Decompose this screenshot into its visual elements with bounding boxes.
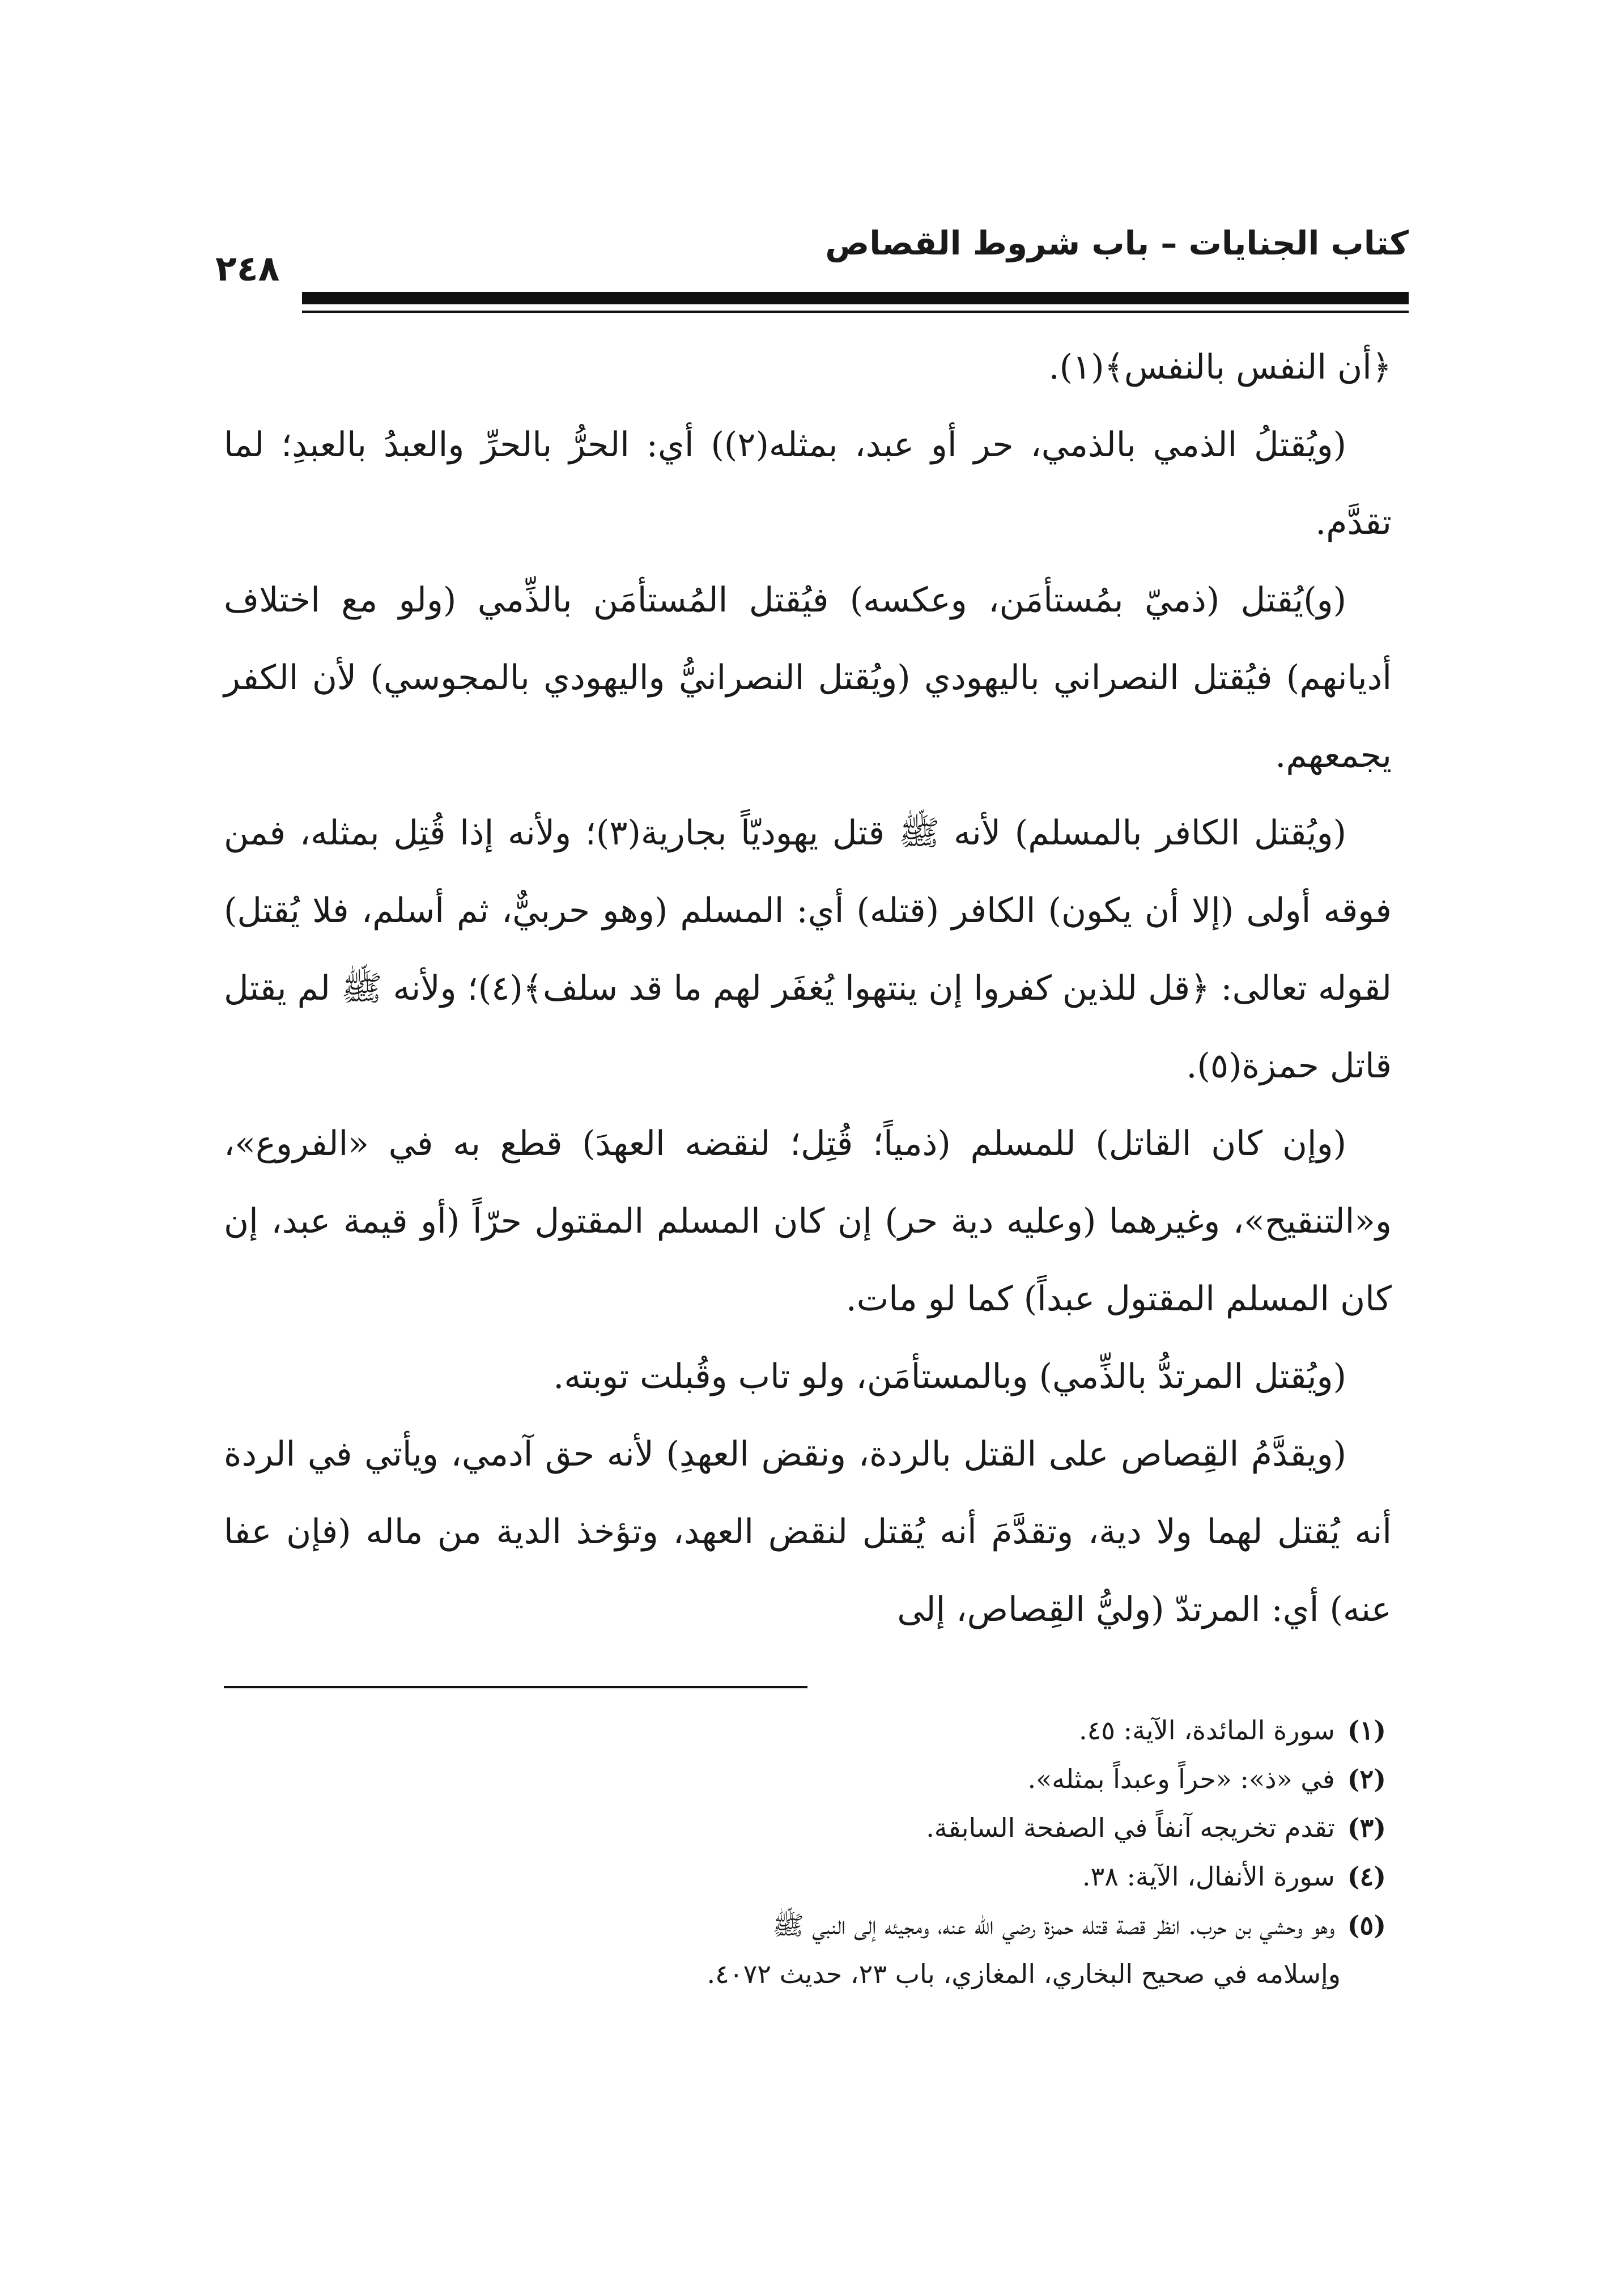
footnote: [224, 1706, 1386, 1755]
footnote-text: سورة الأنفال، الآية: ٣٨.: [1082, 1861, 1335, 1892]
footnote-text: وهو وحشي بن حرب. انظر قصة قتله حمزة رضي الله عنه، ومجيئه إلى النبي ﷺ: [772, 1910, 1335, 1940]
paragraph: (وإن كان القاتل) للمسلم (ذمياً؛ قُتِل؛ لنقضه العهدَ) قطع به في «الفروع»، و«التنقيح»، وغيرهما (وعليه دية حر) إن كان المسلم المقتول حرّاً (أو قيمة عبد، إن كان المسلم المقتول عبداً) كما لو مات.: [224, 1124, 1392, 1319]
footnote-number: (١): [1347, 1715, 1386, 1746]
footnote: [224, 1755, 1386, 1803]
page-number: ٢٤٨: [215, 248, 280, 289]
header-rule-thick: [302, 292, 1409, 304]
paragraph: (ويقدَّمُ القِصاص على القتل بالردة، ونقض العهدِ) لأنه حق آدمي، ويأتي في الردة أنه يُقتل لهما ولا دية، وتقدَّمَ أنه يُقتل لنقض العهد، وتؤخذ الدية من ماله (فإن عفا عنه) أي: المرتدّ (وليُّ القِصاص، إلى: [224, 1434, 1392, 1629]
footnote-text: سورة المائدة، الآية: ٤٥.: [1078, 1715, 1335, 1746]
paragraph: (و)يُقتل (ذميّ بمُستأمَن، وعكسه) فيُقتل المُستأمَن بالذِّمي (ولو مع اختلاف أديانهم) فيُقتل النصراني باليهودي (ويُقتل النصرانيُّ واليهودي بالمجوسي) لأن الكفر يجمعهم.: [224, 580, 1392, 775]
paragraph: ﴿أن النفس بالنفس﴾(١).: [1048, 347, 1392, 387]
header-rule-thin: [302, 311, 1409, 313]
paragraph: (ويُقتل الكافر بالمسلم) لأنه ﷺ قتل يهوديّاً بجارية(٣)؛ ولأنه إذا قُتِل بمثله، فمن فوقه أولى (إلا أن يكون) الكافر (قتله) أي: المسلم (وهو حربيٌّ، ثم أسلم، فلا يُقتل) لقوله تعالى: ﴿قل للذين كفروا إن ينتهوا يُغفَر لهم ما قد سلف﴾(٤)؛ ولأنه ﷺ لم يقتل قاتل حمزة(٥).: [224, 813, 1392, 1086]
main-text: [224, 329, 1392, 1649]
footnote-text: تقدم تخريجه آنفاً في الصفحة السابقة.: [926, 1812, 1335, 1843]
running-header: [215, 224, 1409, 292]
footnote: [224, 1803, 1386, 1852]
footnote-number: (٥): [1347, 1910, 1386, 1940]
footnote-separator: [224, 1686, 807, 1688]
paragraph: (ويُقتلُ الذمي بالذمي، حر أو عبد، بمثله(٢)) أي: الحرُّ بالحرِّ والعبدُ بالعبدِ؛ لما تقدَّم.: [224, 425, 1392, 542]
footnote-number: (٢): [1347, 1764, 1386, 1794]
footnote: [224, 1901, 1386, 1950]
footnote: [224, 1852, 1386, 1901]
footnote-number: (٣): [1347, 1812, 1386, 1843]
paragraph: (ويُقتل المرتدُّ بالذِّمي) وبالمستأمَن، ولو تاب وقُبلت توبته.: [553, 1357, 1346, 1396]
footnote-number: (٤): [1347, 1861, 1386, 1892]
footnote-text: في «ذ»: «حراً وعبداً بمثله».: [1027, 1764, 1335, 1794]
footnote-text: وإسلامه في صحيح البخاري، المغازي، باب ٢٣، حديث ٤٠٧٢.: [707, 1959, 1341, 1989]
running-title: كتاب الجنايات – باب شروط القصاص: [825, 224, 1409, 262]
footnote-continuation: [224, 1950, 1386, 1998]
footnotes: [224, 1706, 1386, 1998]
